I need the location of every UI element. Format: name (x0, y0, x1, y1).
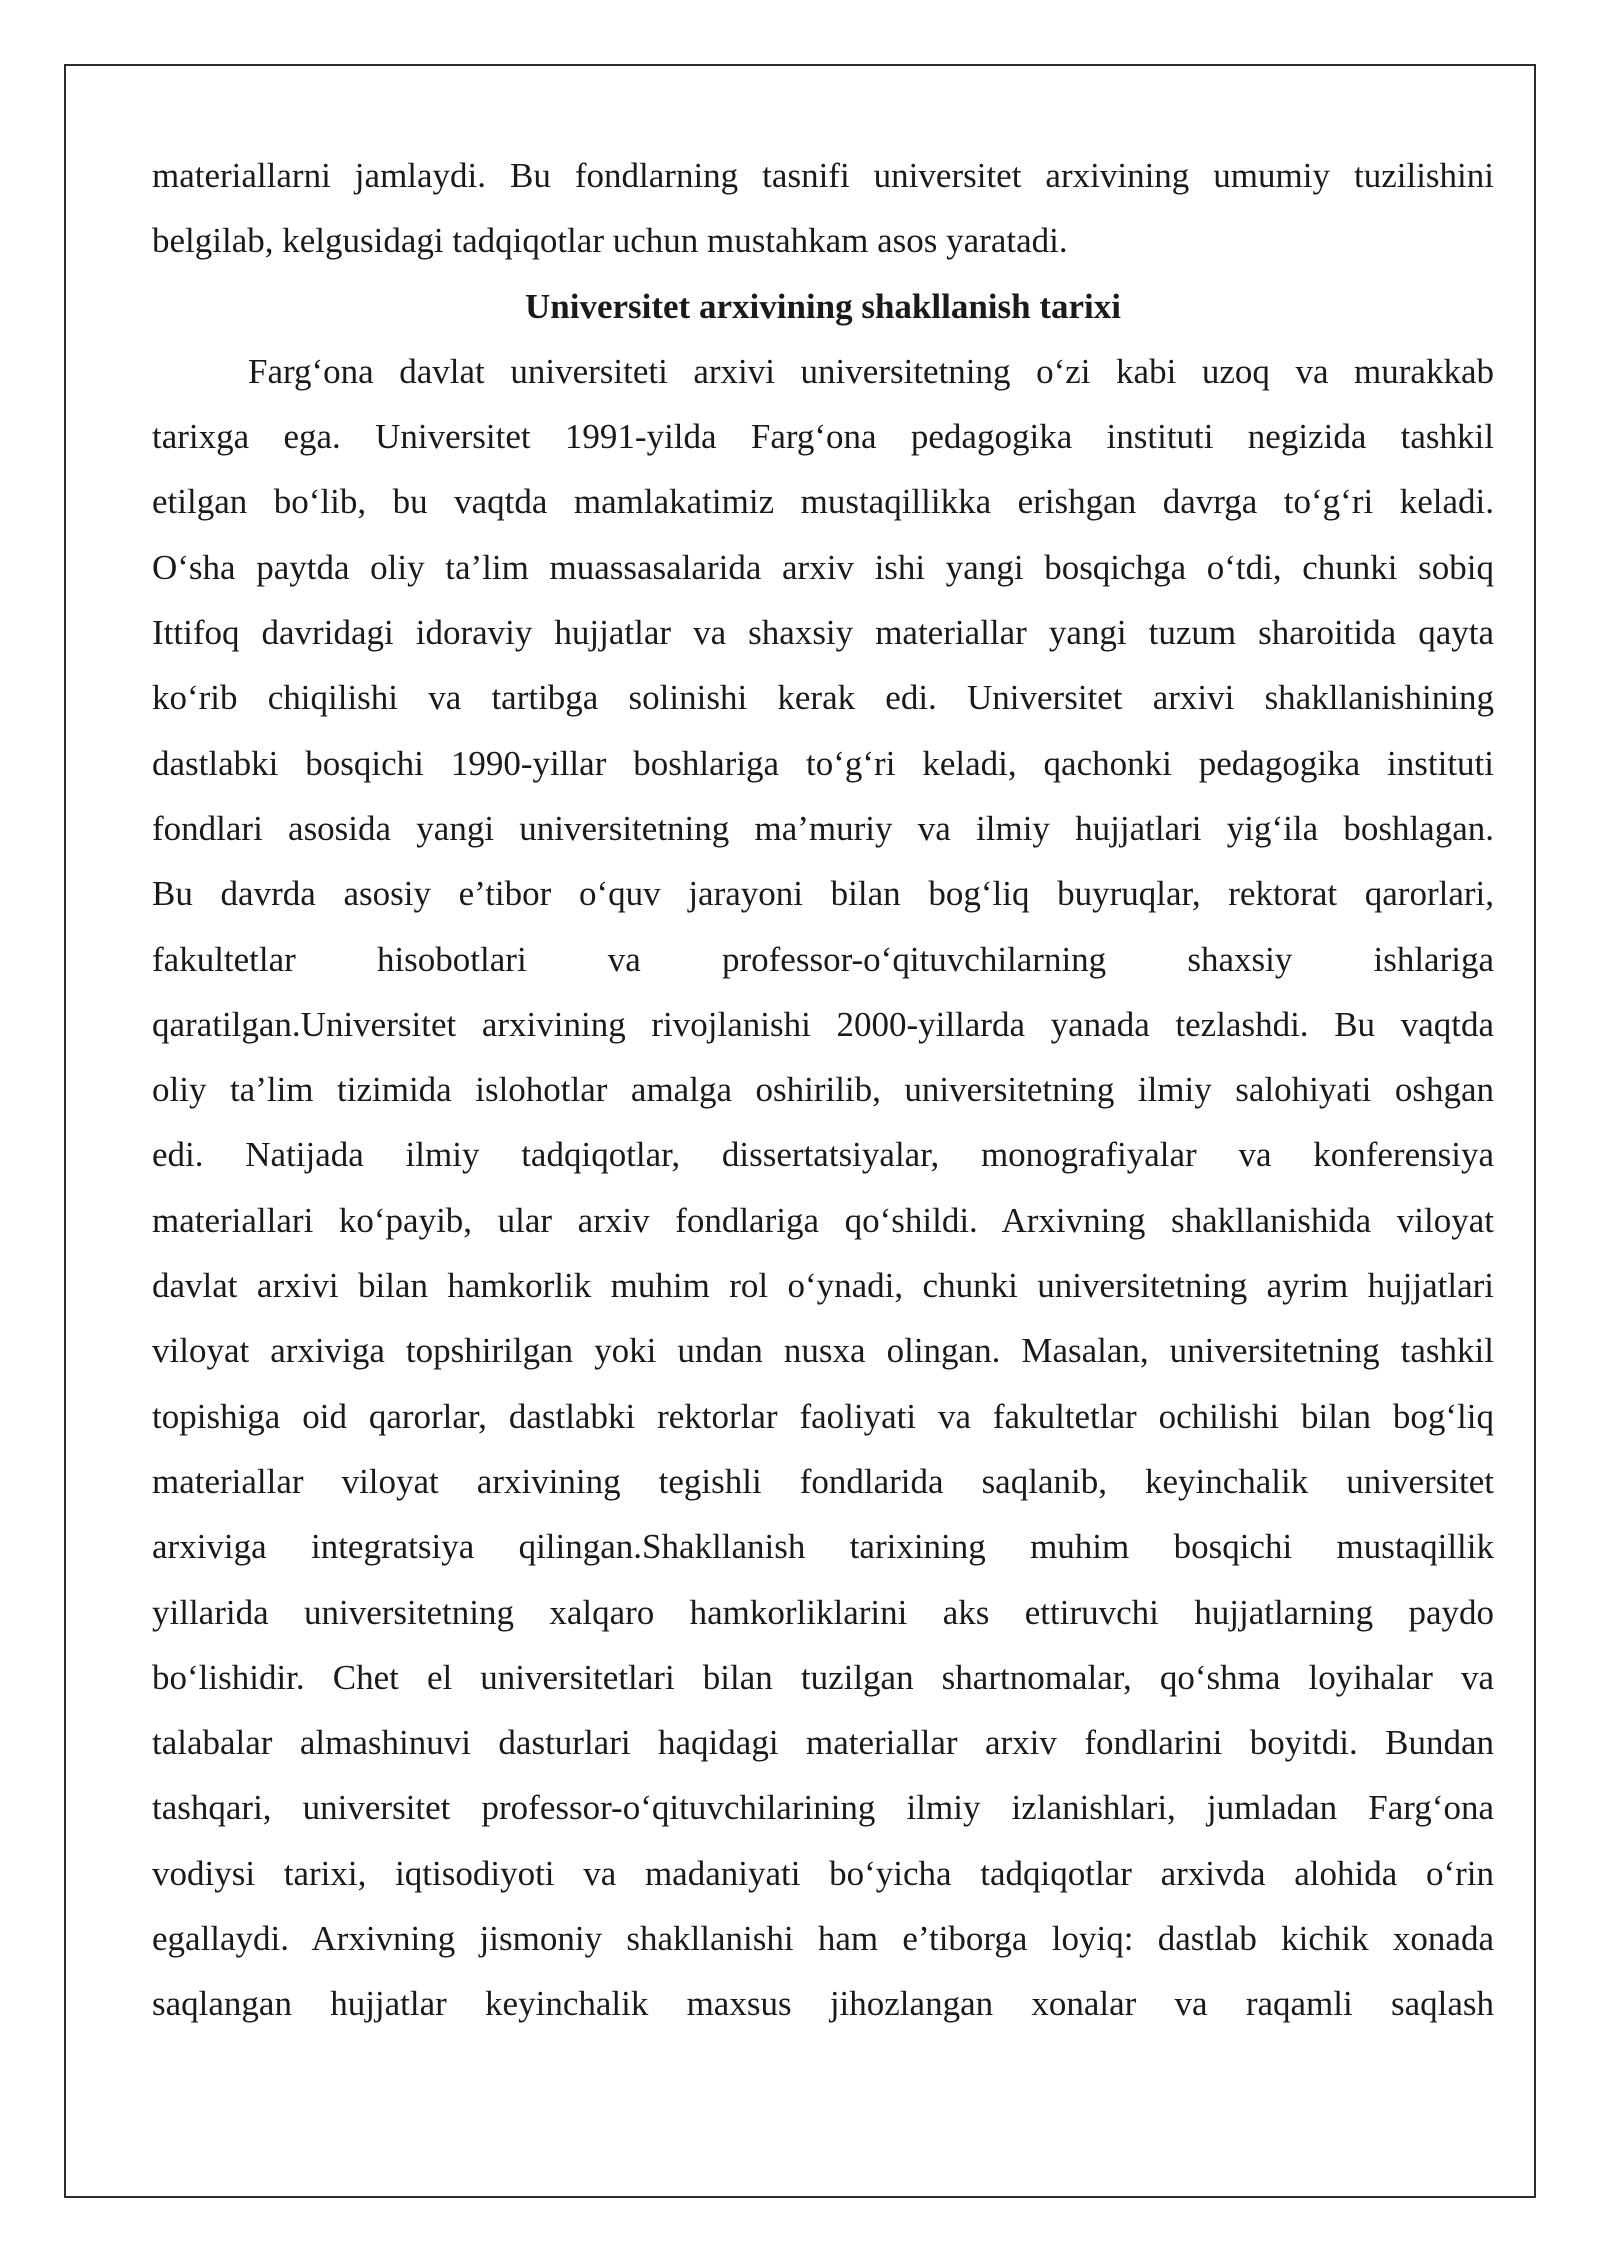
text-line: fondlari asosida yangi universitetning ma’muriy va ilmiy hujjatlari yig‘ila boshlagan. (152, 808, 1494, 848)
text-line: fakultetlar hisobotlari va professor-o‘qituvchilarning shaxsiy ishlariga (152, 939, 1494, 979)
text-line: belgilab, kelgusidagi tadqiqotlar uchun mustahkam asos yaratadi. (152, 221, 1068, 261)
text-line: materiallarni jamlaydi. Bu fondlarning tasnifi universitet arxivining umumiy tuzilishini (152, 156, 1494, 195)
text-line: etilgan bo‘lib, bu vaqtda mamlakatimiz mustaqillikka erishgan davrga to‘g‘ri keladi. (152, 482, 1494, 522)
text-line: oliy ta’lim tizimida islohotlar amalga oshirilib, universitetning ilmiy salohiyati oshgan (152, 1070, 1494, 1110)
text-line: topishiga oid qarorlar, dastlabki rektorlar faoliyati va fakultetlar ochilishi bilan bog‘liq (152, 1396, 1494, 1436)
text-line: O‘sha paytda oliy ta’lim muassasalarida arxiv ishi yangi bosqichga o‘tdi, chunki sobiq (152, 547, 1494, 587)
text-line: saqlangan hujjatlar keyinchalik maxsus jihozlangan xonalar va raqamli saqlash (152, 1984, 1494, 2024)
text-line: talabalar almashinuvi dasturlari haqidagi materiallar arxiv fondlarini boyitdi. Bundan (152, 1723, 1494, 1763)
text-line: edi. Natijada ilmiy tadqiqotlar, dissertatsiyalar, monografiyalar va konferensiya (152, 1135, 1494, 1175)
text-line: Ittifoq davridagi idoraviy hujjatlar va shaxsiy materiallar yangi tuzum sharoitida qayta (152, 613, 1494, 653)
text-line: dastlabki bosqichi 1990-yillar boshlariga to‘g‘ri keladi, qachonki pedagogika instituti (152, 743, 1494, 783)
text-line: materiallari ko‘payib, ular arxiv fondlariga qo‘shildi. Arxivning shakllanishida viloyat (152, 1200, 1494, 1240)
text-line: Farg‘ona davlat universiteti arxivi universitetning o‘zi kabi uzoq va murakkab (248, 351, 1494, 391)
text-line: qaratilgan.Universitet arxivining rivojlanishi 2000-yillarda yanada tezlashdi. Bu vaqtda (152, 1004, 1494, 1044)
document-body (152, 143, 1494, 2037)
text-line: tashqari, universitet professor-o‘qituvchilarining ilmiy izlanishlari, jumladan Farg‘ona (152, 1788, 1494, 1828)
text-line: arxiviga integratsiya qilingan.Shakllanish tarixining muhim bosqichi mustaqillik (152, 1527, 1494, 1567)
section-heading: Universitet arxivining shakllanish tarixi (524, 286, 1122, 326)
text-line: bo‘lishidir. Chet el universitetlari bilan tuzilgan shartnomalar, qo‘shma loyihalar va (152, 1657, 1494, 1697)
text-line: davlat arxivi bilan hamkorlik muhim rol o‘ynadi, chunki universitetning ayrim hujjatlari (152, 1266, 1494, 1306)
text-line: tarixga ega. Universitet 1991-yilda Farg‘ona pedagogika instituti negizida tashkil (152, 417, 1494, 457)
text-line: materiallar viloyat arxivining tegishli fondlarida saqlanib, keyinchalik universitet (152, 1461, 1494, 1501)
text-line: ko‘rib chiqilishi va tartibga solinishi kerak edi. Universitet arxivi shakllanishining (152, 678, 1494, 718)
text-line: viloyat arxiviga topshirilgan yoki undan nusxa olingan. Masalan, universitetning tashkil (152, 1331, 1494, 1371)
text-line: vodiysi tarixi, iqtisodiyoti va madaniyati bo‘yicha tadqiqotlar arxivda alohida o‘rin (152, 1853, 1494, 1893)
text-line: Bu davrda asosiy e’tibor o‘quv jarayoni bilan bog‘liq buyruqlar, rektorat qarorlari, (152, 874, 1494, 914)
text-line: egallaydi. Arxivning jismoniy shakllanishi ham e’tiborga loyiq: dastlab kichik xonada (152, 1919, 1494, 1959)
text-line: yillarida universitetning xalqaro hamkorliklarini aks ettiruvchi hujjatlarning paydo (152, 1592, 1494, 1632)
